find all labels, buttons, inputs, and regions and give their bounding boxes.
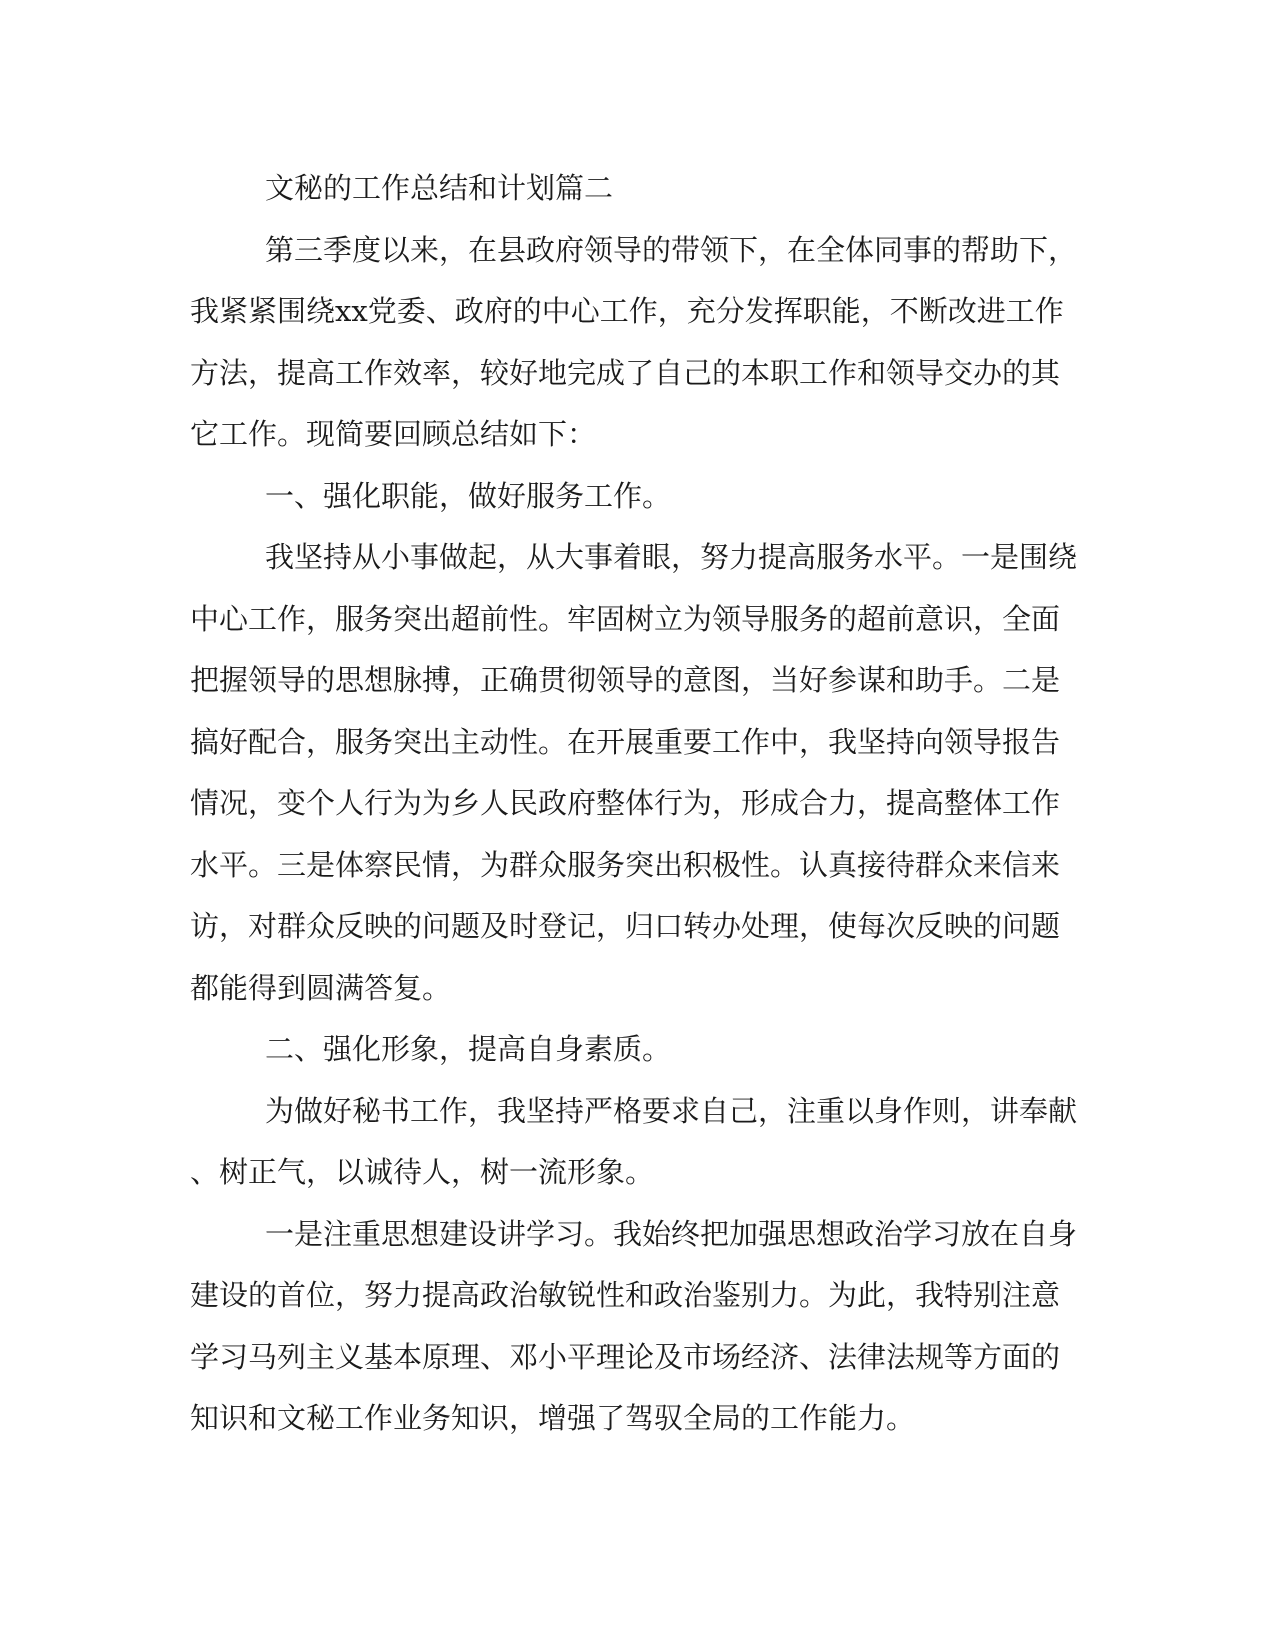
document-body <box>190 158 1090 1450</box>
paragraph-line: 搞好配合，服务突出主动性。在开展重要工作中，我坚持向领导报告 <box>190 724 1061 759</box>
document-title: 文秘的工作总结和计划篇二 <box>265 171 614 205</box>
paragraph-line: 我紧紧围绕xx党委、政府的中心工作，充分发挥职能，不断改进工作 <box>190 294 1064 328</box>
paragraph-line: 中心工作，服务突出超前性。牢固树立为领导服务的超前意识，全面 <box>190 601 1061 636</box>
paragraph-line: 为做好秘书工作，我坚持严格要求自己，注重以身作则，讲奉献 <box>265 1093 1078 1128</box>
paragraph-line: 方法，提高工作效率，较好地完成了自己的本职工作和领导交办的其 <box>190 355 1061 390</box>
paragraph-line: 、树正气，以诚待人，树一流形象。 <box>190 1155 655 1189</box>
paragraph-line: 把握领导的思想脉搏，正确贯彻领导的意图，当好参谋和助手。二是 <box>190 663 1061 697</box>
paragraph-line: 我坚持从小事做起，从大事着眼，努力提高服务水平。一是围绕 <box>265 540 1078 574</box>
paragraph-line: 它工作。现简要回顾总结如下： <box>190 417 597 451</box>
paragraph-line: 第三季度以来，在县政府领导的带领下，在全体同事的帮助下， <box>265 232 1078 267</box>
paragraph-line: 学习马列主义基本原理、邓小平理论及市场经济、法律法规等方面的 <box>190 1339 1061 1374</box>
section-heading: 二、强化形象，提高自身素质。 <box>265 1032 672 1066</box>
paragraph-line: 一是注重思想建设讲学习。我始终把加强思想政治学习放在自身 <box>265 1216 1078 1251</box>
paragraph-line: 情况，变个人行为为乡人民政府整体行为，形成合力，提高整体工作 <box>190 786 1061 820</box>
paragraph-line: 知识和文秘工作业务知识，增强了驾驭全局的工作能力。 <box>190 1401 916 1435</box>
section-heading: 一、强化职能，做好服务工作。 <box>265 478 672 513</box>
paragraph-line: 建设的首位，努力提高政治敏锐性和政治鉴别力。为此，我特别注意 <box>190 1278 1061 1312</box>
paragraph-line: 访，对群众反映的问题及时登记，归口转办处理，使每次反映的问题 <box>190 909 1061 943</box>
paragraph-line: 都能得到圆满答复。 <box>190 970 452 1005</box>
paragraph-line: 水平。三是体察民情，为群众服务突出积极性。认真接待群众来信来 <box>190 847 1061 882</box>
